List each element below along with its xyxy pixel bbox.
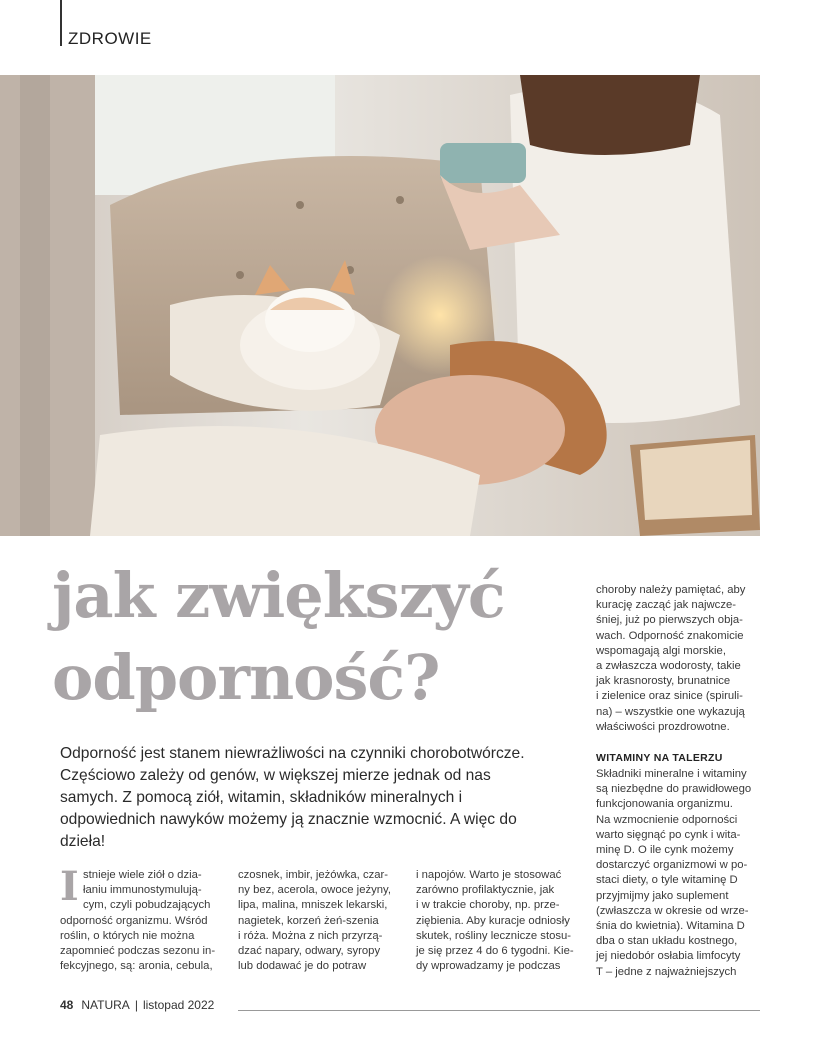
body-line: łaniu immunostymulują- xyxy=(83,884,202,897)
body-line: cym, czyli pobudzających xyxy=(83,899,211,912)
body-column-4-mid xyxy=(596,767,760,980)
body-line: lipa, malina, mniszek lekarski, xyxy=(238,899,388,912)
body-line: Składniki mineralne i witaminy xyxy=(596,768,747,780)
article-title-line-2: odporność? xyxy=(52,641,440,714)
body-line: roślin, o których nie można xyxy=(60,929,195,942)
body-line: i róża. Można z nich przyrzą- xyxy=(238,929,383,942)
body-line: śniej, już po pierwszych obja- xyxy=(596,614,743,627)
body-line: i w trakcie choroby, np. prze- xyxy=(416,899,560,912)
body-line: zapomnieć podczas sezonu in- xyxy=(60,945,216,958)
body-line: są niezbędne do prawidłowego xyxy=(596,783,752,796)
body-line: je się przez 4 do 6 tygodni. Kie- xyxy=(416,945,574,958)
body-line: przyjmijmy jako suplement xyxy=(596,889,729,902)
lead-text: Odporność jest stanem niewrażliwości na czynniki chorobotwórcze. Częściowo zależy od genów, w większej mierze jednak od nas samych. Z pomocą ziół, witamin, składników mineralnych i odpowiednich nawyków możemy ją znacznie wzmocnić. A więc do dzieła! xyxy=(60,745,525,850)
body-line: dba o stan układu kostnego, xyxy=(596,935,738,948)
body-line: lub dodawać je do potraw xyxy=(238,960,367,973)
drop-cap: I xyxy=(60,863,79,910)
body-line: Na wzmocnienie odporności xyxy=(596,813,738,826)
section-label: ZDROWIE xyxy=(68,29,152,48)
body-line: zarówno profilaktycznie, jak xyxy=(416,884,555,897)
issue-date: listopad 2022 xyxy=(142,998,215,1012)
body-line: T – jedne z najważniejszych xyxy=(596,965,737,978)
article-title-line-1: jak zwiększyć xyxy=(52,559,505,632)
section-divider xyxy=(60,0,62,46)
body-line: dy wprowadzamy je podczas xyxy=(416,960,561,973)
body-line: a zwłaszcza wodorosty, takie xyxy=(596,660,741,673)
magazine-name: NATURA xyxy=(81,998,130,1012)
body-column-1 xyxy=(60,863,218,974)
body-line: warto sięgnąć po cynk i wita- xyxy=(596,828,741,841)
body-line: ny bez, acerola, owoce jeżyny, xyxy=(238,884,392,897)
photo-woman-cat-sofa-icon xyxy=(0,75,760,536)
body-line: stnieje wiele ziół o dzia- xyxy=(83,869,202,881)
body-line: wspomagają algi morskie, xyxy=(596,644,726,657)
page-footer xyxy=(60,998,214,1012)
body-line: skutek, rośliny lecznicze stosu- xyxy=(416,929,572,942)
footer-separator: | xyxy=(134,998,138,1012)
body-line: i zielenice oraz sinice (spiruli- xyxy=(596,690,743,703)
body-line: fekcyjnego, są: aronia, cebula, xyxy=(60,960,213,973)
body-column-2 xyxy=(238,868,398,974)
body-line: dzać napary, odwary, syropy xyxy=(238,945,381,958)
body-line: na) – wszystkie one wykazują xyxy=(596,705,745,718)
hero-photo xyxy=(0,75,760,536)
body-line: choroby należy pamiętać, aby xyxy=(596,584,746,596)
body-line: i napojów. Warto je stosować xyxy=(416,869,562,881)
body-line: śnia do kwietnia). Witamina D xyxy=(596,920,745,933)
body-line: odporność organizmu. Wśród xyxy=(60,914,208,927)
section-subheading: WITAMINY NA TALERZU xyxy=(596,752,723,764)
body-line: ziębienia. Aby kuracje odniosły xyxy=(416,914,570,927)
body-line: czosnek, imbir, jeżówka, czar- xyxy=(238,869,389,881)
body-line: właściwości prozdrowotne. xyxy=(596,720,730,733)
body-line: nagietek, korzeń żeń-szenia xyxy=(238,914,379,927)
body-line: jej niedobór osłabia limfocyty xyxy=(596,950,741,963)
lead-paragraph xyxy=(60,743,530,853)
body-line: funkcjonowania organizmu. xyxy=(596,798,733,811)
body-line: kurację zacząć jak najwcze- xyxy=(596,599,737,612)
body-line: (zwłaszcza w okresie od wrze- xyxy=(596,904,749,917)
body-line: dostarczyć organizmowi w po- xyxy=(596,859,748,872)
body-line: staci diety, o tyle witaminę D xyxy=(596,874,738,887)
body-line: minę D. O ile cynk możemy xyxy=(596,844,734,857)
body-column-3 xyxy=(416,868,581,974)
body-line: jak krasnorosty, brunatnice xyxy=(596,675,731,688)
body-column-4-top xyxy=(596,583,760,735)
footer-rule xyxy=(238,1010,760,1011)
page-number: 48 xyxy=(60,998,74,1012)
body-line: wach. Odporność znakomicie xyxy=(596,629,744,642)
